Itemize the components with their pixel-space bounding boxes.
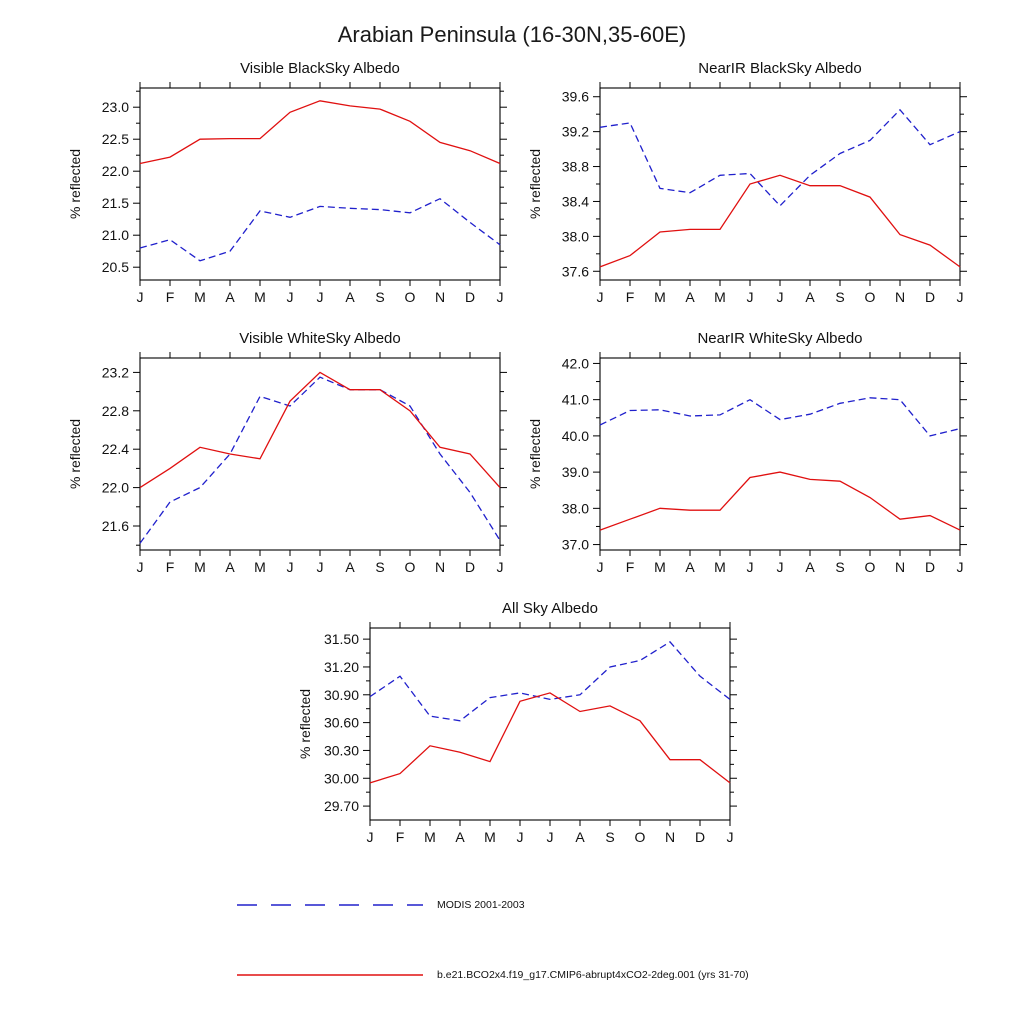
x-tick-label: M — [194, 289, 206, 305]
chart-visible-whitesky — [60, 328, 520, 596]
chart-nearir-blacksky — [520, 58, 980, 326]
y-tick-label: 23.2 — [101, 364, 129, 381]
chart-nearir-whitesky — [520, 328, 980, 596]
y-tick-label: 29.70 — [323, 798, 359, 815]
y-tick-label: 41.0 — [561, 391, 589, 408]
y-axis-label: % reflected — [527, 148, 543, 220]
x-tick-label: J — [746, 559, 754, 575]
x-tick-label: A — [225, 289, 235, 305]
x-tick-label: O — [404, 289, 416, 305]
x-tick-label: J — [596, 559, 604, 575]
y-tick-label: 21.6 — [101, 518, 129, 534]
y-tick-label: 31.50 — [323, 631, 359, 648]
y-tick-label: 37.6 — [561, 263, 589, 280]
y-tick-label: 39.0 — [561, 464, 589, 481]
x-tick-label: A — [575, 829, 585, 845]
x-tick-label: J — [956, 559, 964, 575]
y-tick-label: 39.2 — [561, 123, 589, 140]
legend-item-model — [235, 968, 749, 982]
plot-frame — [370, 628, 730, 820]
model-series-line — [600, 472, 960, 530]
chart-visible-blacksky — [60, 58, 520, 326]
x-tick-label: J — [596, 289, 604, 305]
x-tick-label: N — [894, 559, 906, 575]
x-tick-label: J — [316, 559, 324, 575]
modis-series-line — [600, 398, 960, 436]
y-tick-label: 22.4 — [101, 441, 129, 458]
y-tick-label: 22.0 — [101, 163, 129, 180]
x-tick-label: M — [484, 829, 496, 845]
modis-series-line — [140, 199, 500, 261]
model-series-line — [140, 101, 500, 164]
x-tick-label: D — [464, 289, 476, 305]
x-tick-label: A — [685, 289, 695, 305]
modis-dashed-line-sample — [235, 899, 425, 911]
y-tick-label: 38.0 — [561, 228, 589, 245]
x-tick-label: D — [694, 829, 706, 845]
x-tick-label: S — [375, 559, 385, 575]
x-tick-label: O — [864, 559, 876, 575]
y-axis-label: % reflected — [67, 418, 83, 490]
model-series-line — [370, 693, 730, 783]
x-tick-label: J — [776, 559, 784, 575]
y-axis-label: % reflected — [297, 688, 313, 760]
legend-label: MODIS 2001-2003 — [437, 899, 525, 911]
x-tick-label: M — [654, 289, 666, 305]
x-tick-label: J — [516, 829, 524, 845]
x-tick-label: F — [165, 289, 175, 305]
x-tick-label: J — [136, 289, 144, 305]
x-tick-label: D — [924, 289, 936, 305]
y-tick-label: 21.5 — [101, 195, 129, 212]
x-tick-label: J — [776, 289, 784, 305]
y-tick-label: 21.0 — [101, 227, 129, 244]
x-tick-label: M — [714, 559, 726, 575]
x-tick-label: J — [496, 289, 504, 305]
modis-series-line — [370, 642, 730, 721]
x-tick-label: J — [746, 289, 754, 305]
x-tick-label: F — [165, 559, 175, 575]
x-tick-label: S — [375, 289, 385, 305]
x-tick-label: O — [864, 289, 876, 305]
y-tick-label: 38.0 — [561, 500, 589, 517]
x-tick-label: A — [345, 559, 355, 575]
y-tick-label: 31.20 — [323, 658, 359, 675]
plot-frame — [600, 88, 960, 280]
plot-area — [520, 350, 980, 588]
plot-frame — [140, 88, 500, 280]
y-tick-label: 39.6 — [561, 88, 589, 105]
y-tick-label: 30.90 — [323, 686, 359, 703]
chart-title: All Sky Albedo — [502, 600, 598, 617]
x-tick-label: M — [254, 559, 266, 575]
x-tick-label: F — [625, 289, 635, 305]
x-tick-label: M — [424, 829, 436, 845]
x-tick-label: A — [345, 289, 355, 305]
y-tick-label: 37.0 — [561, 536, 589, 553]
x-tick-label: D — [924, 559, 936, 575]
x-tick-label: J — [136, 559, 144, 575]
x-tick-label: J — [286, 559, 294, 575]
x-tick-label: N — [434, 559, 446, 575]
x-tick-label: M — [254, 289, 266, 305]
x-tick-label: D — [464, 559, 476, 575]
y-axis-label: % reflected — [67, 148, 83, 220]
y-tick-label: 40.0 — [561, 427, 589, 444]
y-tick-label: 38.4 — [561, 193, 589, 210]
chart-title: Visible WhiteSky Albedo — [239, 330, 401, 347]
y-tick-label: 22.5 — [101, 131, 129, 148]
plot-area — [520, 80, 980, 318]
x-tick-label: N — [894, 289, 906, 305]
y-axis-label: % reflected — [527, 418, 543, 490]
x-tick-label: J — [496, 559, 504, 575]
page-title: Arabian Peninsula (16-30N,35-60E) — [337, 22, 687, 47]
plot-frame — [600, 358, 960, 550]
x-tick-label: J — [316, 289, 324, 305]
plot-frame — [140, 358, 500, 550]
y-tick-label: 30.30 — [323, 742, 359, 759]
x-tick-label: S — [835, 559, 845, 575]
x-tick-label: O — [404, 559, 416, 575]
x-tick-label: A — [455, 829, 465, 845]
plot-area — [290, 620, 750, 858]
legend-item-modis — [235, 898, 525, 912]
chart-title: NearIR BlackSky Albedo — [698, 60, 862, 77]
x-tick-label: J — [286, 289, 294, 305]
y-tick-label: 23.0 — [101, 99, 129, 116]
y-tick-label: 42.0 — [561, 355, 589, 372]
plot-area — [60, 350, 520, 588]
model-series-line — [600, 175, 960, 267]
x-tick-label: J — [726, 829, 734, 845]
y-tick-label: 20.5 — [101, 259, 129, 276]
x-tick-label: J — [366, 829, 374, 845]
x-tick-label: M — [654, 559, 666, 575]
x-tick-label: O — [634, 829, 646, 845]
model-series-line — [140, 372, 500, 487]
y-tick-label: 22.8 — [101, 402, 129, 419]
x-tick-label: S — [605, 829, 615, 845]
x-tick-label: A — [805, 289, 815, 305]
y-tick-label: 30.60 — [323, 714, 359, 731]
y-tick-label: 30.00 — [323, 770, 359, 787]
x-tick-label: A — [685, 559, 695, 575]
legend-label: b.e21.BCO2x4.f19_g17.CMIP6-abrupt4xCO2-2deg.001 (yrs 31-70) — [437, 969, 749, 981]
x-tick-label: S — [835, 289, 845, 305]
x-tick-label: F — [625, 559, 635, 575]
modis-series-line — [140, 377, 500, 543]
chart-title: NearIR WhiteSky Albedo — [697, 330, 863, 347]
x-tick-label: J — [956, 289, 964, 305]
chart-title: Visible BlackSky Albedo — [240, 60, 400, 77]
modis-series-line — [600, 110, 960, 206]
x-tick-label: J — [546, 829, 554, 845]
x-tick-label: F — [395, 829, 405, 845]
x-tick-label: A — [805, 559, 815, 575]
x-tick-label: M — [194, 559, 206, 575]
x-tick-label: N — [434, 289, 446, 305]
x-tick-label: M — [714, 289, 726, 305]
model-solid-line-sample — [235, 969, 425, 981]
chart-all-sky — [290, 598, 750, 866]
y-tick-label: 22.0 — [101, 479, 129, 496]
x-tick-label: N — [664, 829, 676, 845]
x-tick-label: A — [225, 559, 235, 575]
y-tick-label: 38.8 — [561, 158, 589, 175]
plot-area — [60, 80, 520, 318]
